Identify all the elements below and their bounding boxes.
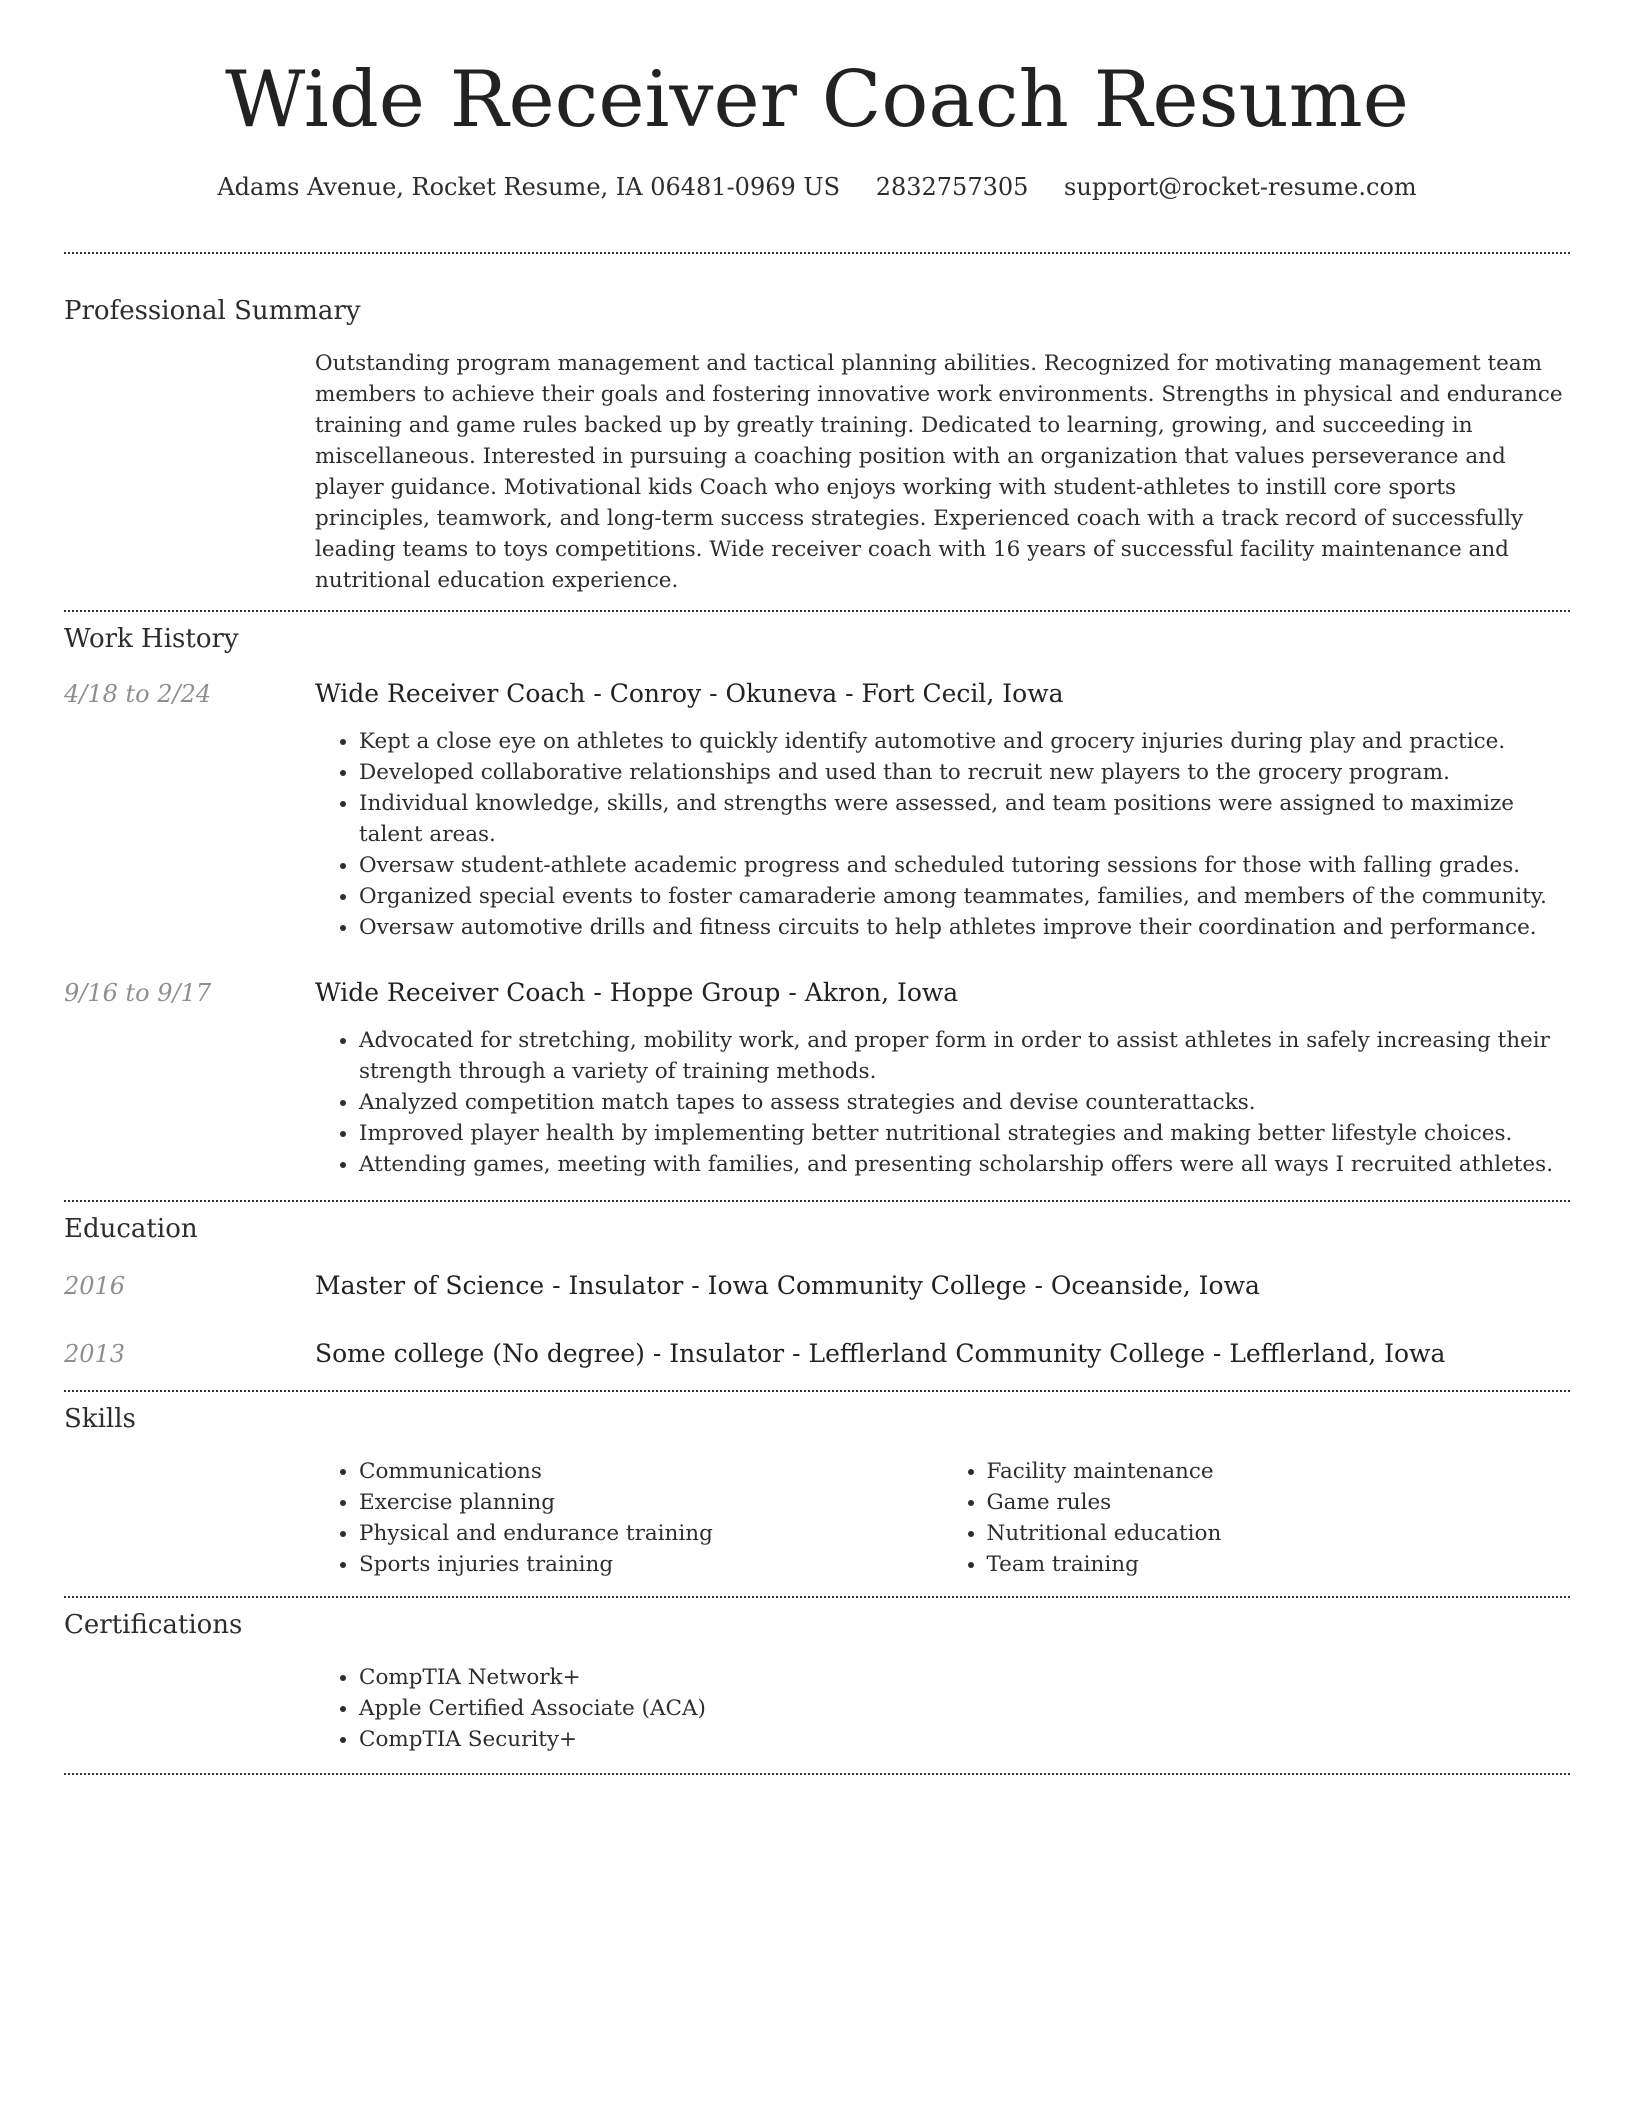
education-heading: Some college (No degree) - Insulator - Lefflerland Community College - Lefflerland, Iowa <box>315 1339 1446 1368</box>
certifications-section <box>64 1608 1570 1755</box>
list-item: • Organized special events to foster camaraderie among teammates, families, and members of the community. <box>359 881 1570 912</box>
job-bullets <box>315 726 1570 943</box>
list-item: • Communications <box>359 1456 943 1487</box>
list-item: • CompTIA Network+ <box>359 1662 1570 1693</box>
list-item: • Individual knowledge, skills, and strengths were assessed, and team positions were assigned to maximize talent areas. <box>359 788 1570 850</box>
divider <box>64 1773 1570 1775</box>
resume-page <box>64 0 1570 1775</box>
skills-list-left <box>315 1456 943 1580</box>
skills-section <box>64 1402 1570 1580</box>
resume-title: Wide Receiver Coach Resume <box>225 55 1409 145</box>
list-item: • Improved player health by implementing better nutritional strategies and making better lifestyle choices. <box>359 1118 1570 1149</box>
list-item: • Attending games, meeting with families, and presenting scholarship offers were all ways I recruited athletes. <box>359 1149 1570 1180</box>
job-dates: 4/18 to 2/24 <box>64 680 212 708</box>
divider <box>64 1200 1570 1202</box>
education-entry <box>64 1338 1570 1370</box>
divider <box>64 1390 1570 1392</box>
job-bullets <box>315 1025 1570 1180</box>
list-item: • Exercise planning <box>359 1487 943 1518</box>
education-section <box>64 1212 1570 1370</box>
section-title-work: Work History <box>64 624 239 654</box>
list-item: • Kept a close eye on athletes to quickly identify automotive and grocery injuries during play and practice. <box>359 726 1570 757</box>
list-item: • Analyzed competition match tapes to assess strategies and devise counterattacks. <box>359 1087 1570 1118</box>
job-dates: 9/16 to 9/17 <box>64 979 212 1007</box>
education-entry <box>64 1270 1570 1302</box>
summary-section <box>64 294 1570 596</box>
list-item: • CompTIA Security+ <box>359 1724 1570 1755</box>
list-item: • Apple Certified Associate (ACA) <box>359 1693 1570 1724</box>
contact-line <box>64 170 1570 204</box>
work-section <box>64 622 1570 1180</box>
phone: 2832757305 <box>875 173 1029 201</box>
list-item: • Team training <box>987 1549 1571 1580</box>
summary-text: Outstanding program management and tactical planning abilities. Recognized for motivating management team members to achieve their goals and fostering innovative work environments. Strengths in physical and endurance training and game rules backed up by greatly training. Dedicated to learning, growing, and succeeding in miscellaneous. Interested in pursuing a coaching position with an organization that values perseverance and player guidance. Motivational kids Coach who enjoys working with student-athletes to instill core sports principles, teamwork, and long-term success strategies. Experienced coach with a track record of successfully leading teams to toys competitions. Wide receiver coach with 16 years of successful facility maintenance and nutritional education experience. <box>315 351 1563 593</box>
list-item: • Advocated for stretching, mobility work, and proper form in order to assist athletes in safely increasing their strength through a variety of training methods. <box>359 1025 1570 1087</box>
list-item: • Nutritional education <box>987 1518 1571 1549</box>
education-year: 2016 <box>64 1272 126 1300</box>
list-item: • Facility maintenance <box>987 1456 1571 1487</box>
skills-columns <box>315 1456 1570 1580</box>
skills-list-right <box>943 1456 1571 1580</box>
list-item: • Developed collaborative relationships and used than to recruit new players to the grocery program. <box>359 757 1570 788</box>
section-title-skills: Skills <box>64 1404 136 1434</box>
list-item: • Sports injuries training <box>359 1549 943 1580</box>
email: support@rocket-resume.com <box>1064 173 1417 201</box>
address: Adams Avenue, Rocket Resume, IA 06481-0969 US <box>217 173 841 201</box>
job-entry <box>64 678 1570 943</box>
education-heading: Master of Science - Insulator - Iowa Community College - Oceanside, Iowa <box>315 1271 1260 1300</box>
education-year: 2013 <box>64 1340 126 1368</box>
section-title-summary: Professional Summary <box>64 296 361 326</box>
section-title-education: Education <box>64 1214 198 1244</box>
list-item: • Physical and endurance training <box>359 1518 943 1549</box>
list-item: • Oversaw automotive drills and fitness circuits to help athletes improve their coordination and performance. <box>359 912 1570 943</box>
job-heading: Wide Receiver Coach - Conroy - Okuneva - Fort Cecil, Iowa <box>315 679 1064 708</box>
job-heading: Wide Receiver Coach - Hoppe Group - Akron, Iowa <box>315 978 959 1007</box>
job-entry <box>64 977 1570 1180</box>
divider <box>64 1596 1570 1598</box>
section-title-certifications: Certifications <box>64 1610 243 1640</box>
divider <box>64 252 1570 254</box>
list-item: • Oversaw student-athlete academic progress and scheduled tutoring sessions for those with falling grades. <box>359 850 1570 881</box>
list-item: • Game rules <box>987 1487 1571 1518</box>
certifications-list <box>315 1662 1570 1755</box>
divider <box>64 610 1570 612</box>
